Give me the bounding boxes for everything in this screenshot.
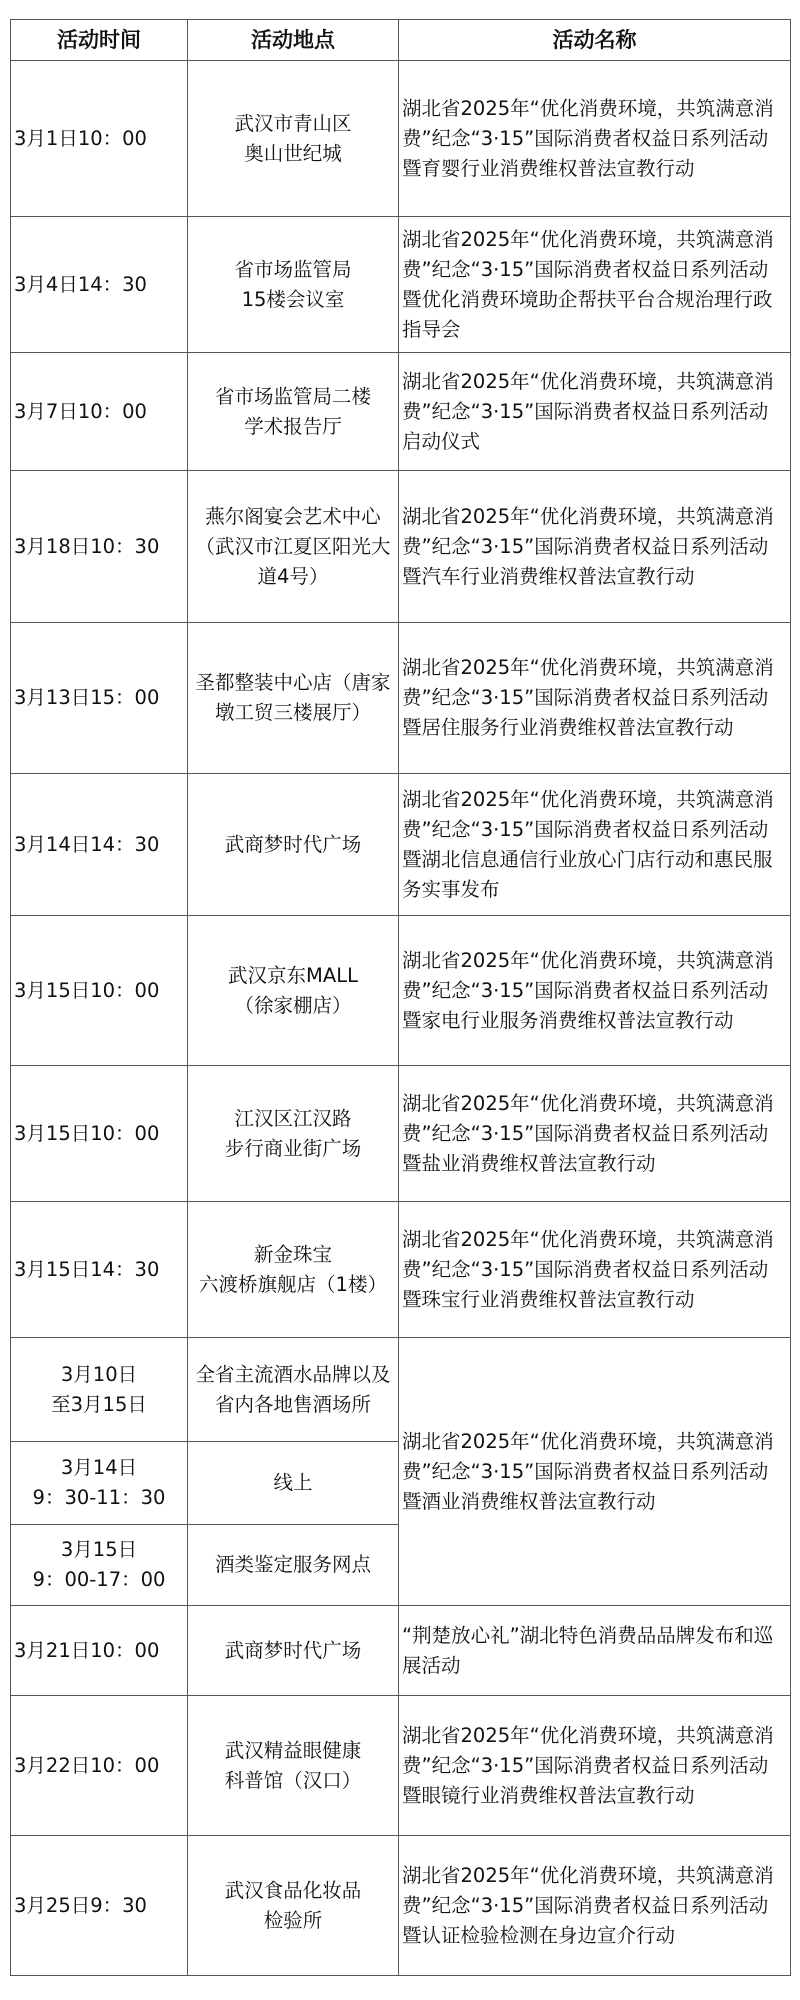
activity-place: 酒类鉴定服务网点 <box>188 1525 399 1606</box>
activity-table <box>10 19 791 1976</box>
activity-place: 省市场监管局二楼 学术报告厅 <box>188 353 399 471</box>
activity-place: 圣都整装中心店（唐家墩工贸三楼展厅） <box>188 623 399 774</box>
activity-time: 3月10日 至3月15日 <box>11 1338 188 1442</box>
table-row <box>11 471 791 623</box>
activity-time: 3月4日14：30 <box>11 217 188 353</box>
activity-name: 湖北省2025年“优化消费环境，共筑满意消费”纪念“3·15”国际消费者权益日系列活动暨育婴行业消费维权普法宣教行动 <box>399 61 791 217</box>
table-row <box>11 61 791 217</box>
table-row <box>11 1836 791 1976</box>
activity-time: 3月15日10：00 <box>11 916 188 1066</box>
table-row <box>11 1696 791 1836</box>
activity-time: 3月14日14：30 <box>11 774 188 916</box>
header-name: 活动名称 <box>399 20 791 61</box>
activity-time: 3月18日10：30 <box>11 471 188 623</box>
activity-name: 湖北省2025年“优化消费环境，共筑满意消费”纪念“3·15”国际消费者权益日系列活动暨认证检验检测在身边宣介行动 <box>399 1836 791 1976</box>
activity-time: 3月7日10：00 <box>11 353 188 471</box>
activity-time: 3月15日10：00 <box>11 1066 188 1202</box>
activity-name: 湖北省2025年“优化消费环境，共筑满意消费”纪念“3·15”国际消费者权益日系列活动暨眼镜行业消费维权普法宣教行动 <box>399 1696 791 1836</box>
activity-place: 武商梦时代广场 <box>188 774 399 916</box>
table-row <box>11 1338 791 1442</box>
table-row <box>11 1606 791 1696</box>
activity-place: 武汉京东MALL （徐家棚店） <box>188 916 399 1066</box>
header-place: 活动地点 <box>188 20 399 61</box>
activity-name: “荆楚放心礼”湖北特色消费品品牌发布和巡展活动 <box>399 1606 791 1696</box>
activity-time: 3月15日14：30 <box>11 1202 188 1338</box>
activity-name: 湖北省2025年“优化消费环境，共筑满意消费”纪念“3·15”国际消费者权益日系列活动暨家电行业服务消费维权普法宣教行动 <box>399 916 791 1066</box>
activity-place: 武汉精益眼健康 科普馆（汉口） <box>188 1696 399 1836</box>
activity-place: 全省主流酒水品牌以及省内各地售酒场所 <box>188 1338 399 1442</box>
table-row <box>11 217 791 353</box>
activity-name: 湖北省2025年“优化消费环境，共筑满意消费”纪念“3·15”国际消费者权益日系列活动暨优化消费环境助企帮扶平台合规治理行政指导会 <box>399 217 791 353</box>
activity-place: 武汉食品化妆品 检验所 <box>188 1836 399 1976</box>
activity-time: 3月14日 9：30-11：30 <box>11 1442 188 1525</box>
activity-place: 线上 <box>188 1442 399 1525</box>
table-row <box>11 916 791 1066</box>
activity-time: 3月21日10：00 <box>11 1606 188 1696</box>
table-row <box>11 623 791 774</box>
activity-time: 3月1日10：00 <box>11 61 188 217</box>
activity-time: 3月25日9：30 <box>11 1836 188 1976</box>
table-row <box>11 774 791 916</box>
activity-name: 湖北省2025年“优化消费环境，共筑满意消费”纪念“3·15”国际消费者权益日系列活动暨汽车行业消费维权普法宣教行动 <box>399 471 791 623</box>
activity-place: 江汉区江汉路 步行商业街广场 <box>188 1066 399 1202</box>
activity-name: 湖北省2025年“优化消费环境，共筑满意消费”纪念“3·15”国际消费者权益日系列活动暨湖北信息通信行业放心门店行动和惠民服务实事发布 <box>399 774 791 916</box>
activity-place: 新金珠宝 六渡桥旗舰店（1楼） <box>188 1202 399 1338</box>
activity-name: 湖北省2025年“优化消费环境，共筑满意消费”纪念“3·15”国际消费者权益日系列活动暨盐业消费维权普法宣教行动 <box>399 1066 791 1202</box>
activity-place: 武汉市青山区 奥山世纪城 <box>188 61 399 217</box>
table-row <box>11 1066 791 1202</box>
activity-place: 省市场监管局 15楼会议室 <box>188 217 399 353</box>
activity-time: 3月22日10：00 <box>11 1696 188 1836</box>
header-time: 活动时间 <box>11 20 188 61</box>
activity-place: 燕尔阁宴会艺术中心（武汉市江夏区阳光大道4号） <box>188 471 399 623</box>
activity-time: 3月13日15：00 <box>11 623 188 774</box>
table-header <box>11 20 791 61</box>
activity-time: 3月15日 9：00-17：00 <box>11 1525 188 1606</box>
table-row <box>11 353 791 471</box>
activity-name: 湖北省2025年“优化消费环境，共筑满意消费”纪念“3·15”国际消费者权益日系列活动启动仪式 <box>399 353 791 471</box>
activity-name: 湖北省2025年“优化消费环境，共筑满意消费”纪念“3·15”国际消费者权益日系列活动暨居住服务行业消费维权普法宣教行动 <box>399 623 791 774</box>
activity-name: 湖北省2025年“优化消费环境，共筑满意消费”纪念“3·15”国际消费者权益日系列活动暨酒业消费维权普法宣教行动 <box>399 1338 791 1606</box>
table-row <box>11 1202 791 1338</box>
activity-name: 湖北省2025年“优化消费环境，共筑满意消费”纪念“3·15”国际消费者权益日系列活动暨珠宝行业消费维权普法宣教行动 <box>399 1202 791 1338</box>
activity-place: 武商梦时代广场 <box>188 1606 399 1696</box>
